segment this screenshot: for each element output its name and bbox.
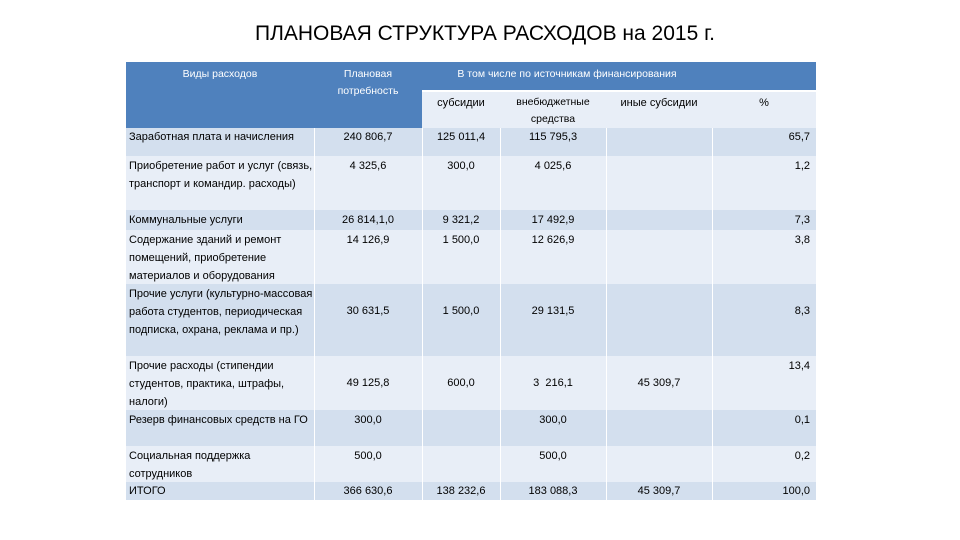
row-4-planned: 14 126,9 (346, 234, 390, 246)
row-6-pct: 13,4 (788, 360, 810, 372)
header-planned: Плановая потребность (314, 62, 422, 132)
row-8-planned: 500,0 (354, 450, 382, 462)
header-types: Виды расходов (126, 62, 314, 132)
row-total-name: ИТОГО (129, 485, 166, 497)
row-2-name: Приобретение работ и услуг (связь, транспорт и командир. расходы) (129, 160, 313, 190)
row-2-extra: 4 025,6 (534, 160, 572, 172)
row-3-name: Коммунальные услуги (129, 214, 243, 226)
row-6-extra: 3 216,1 (533, 377, 573, 389)
row-7-extra: 300,0 (539, 414, 567, 426)
row-1-extra: 115 795,3 (528, 131, 578, 143)
header-other: иные субсидии (606, 92, 712, 130)
header-sources: В том числе по источникам финансирования (422, 62, 712, 90)
row-7-planned: 300,0 (354, 414, 382, 426)
header-percent: % (712, 92, 816, 130)
row-2-sub: 300,0 (447, 160, 475, 172)
page-title: ПЛАНОВАЯ СТРУКТУРА РАСХОДОВ на 2015 г. (254, 22, 716, 45)
row-1-sub: 125 011,4 (436, 131, 486, 143)
row-8-extra: 500,0 (539, 450, 567, 462)
expense-table (126, 62, 816, 500)
row-4-sub: 1 500,0 (442, 234, 480, 246)
row-total-other: 45 309,7 (637, 485, 681, 497)
row-3-extra: 17 492,9 (531, 214, 575, 226)
row-7-pct: 0,1 (794, 414, 810, 426)
row-5-extra: 29 131,5 (531, 305, 575, 317)
row-6-name: Прочие расходы (стипендии студентов, практика, штрафы, налоги) (129, 360, 285, 408)
row-5-name: Прочие услуги (культурно-массовая работа студентов, периодическая подписка, охрана, реклама и пр.) (129, 288, 313, 336)
row-1-planned: 240 806,7 (343, 131, 393, 143)
row-2-pct: 1,2 (794, 160, 810, 172)
row-6-planned: 49 125,8 (346, 377, 390, 389)
row-6-other: 45 309,7 (637, 377, 681, 389)
row-1-name: Заработная плата и начисления (129, 131, 294, 143)
row-total-pct: 100,0 (782, 485, 810, 497)
header-sources-right (712, 62, 816, 90)
row-3-planned: 26 814,1,0 (342, 214, 394, 226)
row-4-pct: 3,8 (794, 234, 810, 246)
row-8-name: Социальная поддержка сотрудников (129, 450, 251, 480)
row-5-pct: 8,3 (794, 305, 810, 317)
row-5-sub: 1 500,0 (442, 305, 480, 317)
row-2-planned: 4 325,6 (349, 160, 387, 172)
header-subsidies: субсидии (422, 92, 500, 130)
row-1-pct: 65,7 (788, 131, 810, 143)
row-5-planned: 30 631,5 (346, 305, 390, 317)
row-total-planned: 366 630,6 (343, 485, 393, 497)
row-7-name: Резерв финансовых средств на ГО (129, 414, 308, 426)
header-types-bottom (126, 90, 314, 132)
row-8-pct: 0,2 (794, 450, 810, 462)
row-4-name: Содержание зданий и ремонт помещений, приобретение материалов и оборудования (129, 234, 282, 282)
row-6-sub: 600,0 (447, 377, 475, 389)
row-3-pct: 7,3 (794, 214, 810, 226)
row-3-sub: 9 321,2 (442, 214, 480, 226)
row-total-sub: 138 232,6 (436, 485, 486, 497)
row-total-extra: 183 088,3 (528, 485, 578, 497)
row-4-extra: 12 626,9 (531, 234, 575, 246)
header-extrabudget: внебюджетные средства (500, 92, 606, 130)
